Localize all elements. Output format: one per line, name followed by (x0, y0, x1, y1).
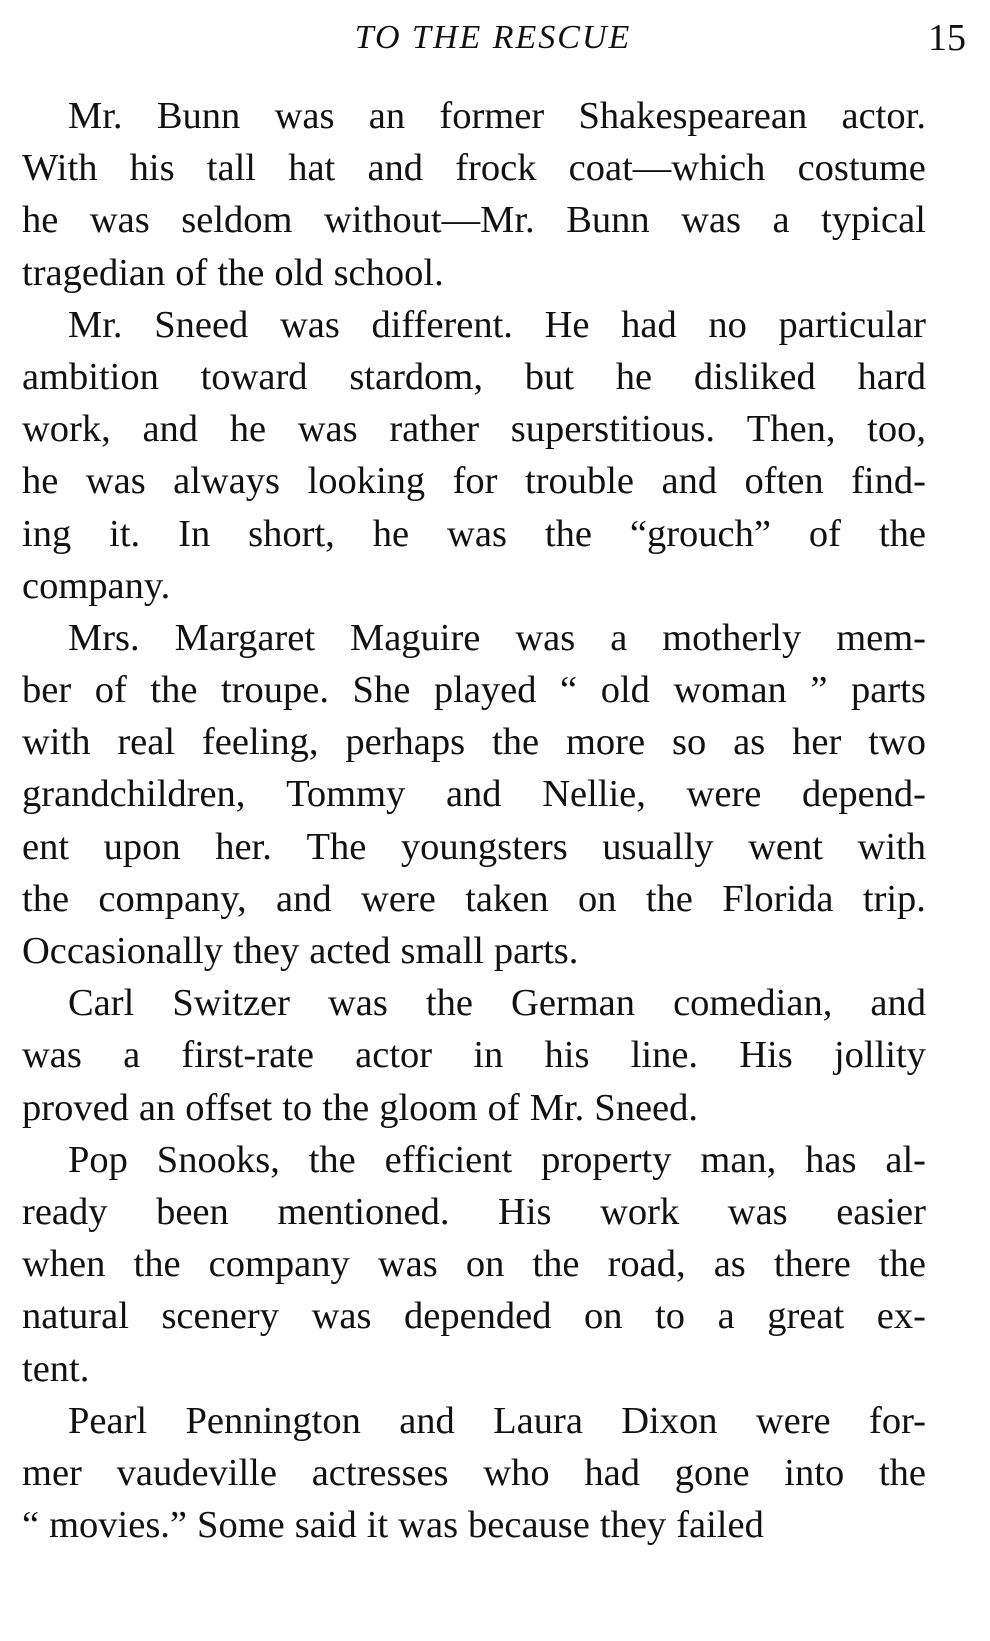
word: short, (248, 512, 335, 555)
word: an (368, 95, 406, 137)
text-line (22, 403, 926, 455)
word: company. (22, 564, 171, 607)
word: and (399, 1399, 455, 1442)
text-line (22, 664, 926, 716)
word: looking (307, 460, 426, 503)
word: Sneed. (594, 1086, 698, 1129)
text-line (22, 508, 926, 560)
word: he (22, 460, 59, 503)
word: Sneed (154, 303, 249, 346)
word: tragedian (22, 251, 166, 294)
word: the (425, 982, 473, 1025)
text-line (22, 194, 926, 246)
word: comedian, (673, 982, 833, 1025)
word: property (541, 1138, 672, 1181)
word: ber (22, 669, 72, 712)
word: on (465, 1243, 505, 1286)
text-line (22, 1186, 926, 1238)
word: was (85, 460, 146, 503)
word: toward (200, 355, 308, 398)
word: actor. (841, 95, 926, 137)
word: Then, (746, 408, 836, 451)
word: and (367, 147, 424, 190)
word: ” (810, 669, 828, 712)
word: In (178, 512, 211, 555)
word: former (439, 95, 545, 137)
word: line. (630, 1034, 699, 1077)
text-line (22, 1134, 926, 1186)
word: of (487, 1086, 520, 1129)
word: a (717, 1295, 735, 1338)
word: Nellie, (542, 773, 646, 816)
text-line (22, 1395, 926, 1447)
word: his (544, 1034, 590, 1077)
word: gone (674, 1451, 750, 1494)
word: grandchildren, (22, 773, 246, 816)
text-line (22, 977, 926, 1029)
word: was (515, 616, 576, 659)
word: he (615, 355, 653, 398)
word: into (784, 1451, 845, 1494)
word: he (22, 199, 59, 242)
word: with (857, 825, 926, 868)
word: great (767, 1295, 845, 1338)
word: often (744, 460, 824, 503)
word: was (447, 512, 507, 555)
word: frock (455, 147, 537, 190)
text-line (22, 768, 926, 820)
word: “ (22, 1504, 40, 1547)
word: of (808, 512, 841, 555)
word: Florida (722, 877, 834, 920)
word: typical (821, 199, 926, 242)
word: a (123, 1034, 141, 1077)
word: with (22, 721, 91, 764)
text-line (22, 612, 926, 664)
word: the (532, 1243, 580, 1286)
word: Pennington (185, 1399, 361, 1442)
word: trip. (862, 877, 926, 920)
word: and (445, 773, 502, 816)
word: Pop (68, 1138, 128, 1181)
word: tent. (22, 1347, 90, 1390)
word: when (22, 1243, 106, 1286)
word: stardom, (349, 355, 483, 398)
word: depended (403, 1295, 552, 1338)
word: small (400, 930, 484, 972)
word: Dixon (621, 1399, 718, 1442)
word: the (878, 512, 926, 555)
word: With (22, 147, 98, 190)
word: to (655, 1295, 686, 1338)
word: jollity (833, 1034, 926, 1077)
word: man, (700, 1138, 777, 1181)
word: Bunn (566, 199, 650, 242)
word: company, (98, 877, 247, 920)
text-line (22, 1029, 926, 1081)
word: no (708, 303, 747, 346)
word: movies.” (49, 1504, 188, 1547)
word: She (352, 669, 411, 712)
word: it. (109, 512, 141, 555)
text-line (22, 299, 926, 351)
word: Snooks, (156, 1138, 280, 1181)
word: on (577, 877, 617, 920)
word: her. (215, 825, 272, 868)
text-line (22, 716, 926, 768)
word: but (524, 355, 574, 398)
text-line (22, 142, 926, 194)
word: was (328, 982, 388, 1025)
word: mer (22, 1451, 82, 1494)
word: road, (607, 1243, 686, 1286)
word: a (610, 616, 628, 659)
word: work (600, 1190, 680, 1233)
word: was (274, 95, 335, 137)
word: proved (22, 1086, 129, 1129)
word: different. (371, 303, 513, 346)
text-line (22, 90, 926, 142)
text-line (22, 455, 926, 507)
word: hard (857, 355, 926, 398)
word: failed (676, 1504, 764, 1547)
word: usually (602, 825, 714, 868)
word: Occasionally (22, 930, 223, 972)
word: as (713, 1243, 746, 1286)
word: Carl (68, 982, 135, 1025)
word: school. (333, 251, 444, 294)
word: The (306, 825, 367, 868)
word: His (498, 1190, 552, 1233)
word: gloom (379, 1086, 478, 1129)
word: mem- (836, 616, 926, 659)
word: real (117, 721, 176, 764)
word: were (686, 773, 762, 816)
word: the (878, 1243, 926, 1286)
word: has (805, 1138, 857, 1181)
word: Mr. (529, 1086, 585, 1129)
text-line (22, 560, 926, 612)
text-line (22, 1499, 926, 1551)
text-line (22, 821, 926, 873)
text-line (22, 1290, 926, 1342)
word: disliked (693, 355, 816, 398)
paragraph (22, 90, 926, 299)
word: his (129, 147, 175, 190)
word: rather (389, 408, 480, 451)
word: ent (22, 825, 70, 868)
word: two (868, 721, 926, 764)
word: upon (103, 825, 181, 868)
word: was (398, 1504, 459, 1547)
word: it (366, 1504, 389, 1547)
word: was (22, 1034, 82, 1077)
paragraph (22, 612, 926, 977)
word: parts (851, 669, 926, 712)
word: was (377, 1243, 438, 1286)
word: motherly (662, 616, 802, 659)
word: al- (885, 1138, 926, 1181)
word: he (372, 512, 410, 555)
word: Shakespearean (578, 95, 808, 137)
word: were (361, 877, 436, 920)
word: was (681, 199, 742, 242)
word: Switzer (172, 982, 290, 1025)
word: Maguire (349, 616, 481, 659)
word: old (600, 669, 650, 712)
word: and (276, 877, 332, 920)
word: ready (22, 1190, 108, 1233)
word: was (311, 1295, 372, 1338)
word: said (294, 1504, 357, 1547)
word: His (739, 1034, 793, 1077)
word: had (584, 1451, 640, 1494)
word: was (297, 408, 358, 451)
word: her (792, 721, 842, 764)
text-line (22, 1343, 926, 1395)
word: acted (309, 930, 391, 972)
word: Laura (493, 1399, 583, 1442)
word: seldom (181, 199, 293, 242)
word: actresses (311, 1451, 449, 1494)
word: woman (673, 669, 787, 712)
word: so (672, 721, 707, 764)
word: as (733, 721, 766, 764)
word: was (727, 1190, 788, 1233)
running-head (20, 10, 966, 66)
word: work, (22, 408, 111, 451)
paragraph (22, 299, 926, 612)
word: the (217, 251, 265, 294)
word: tall (206, 147, 256, 190)
word: went (748, 825, 823, 868)
word: for- (869, 1399, 926, 1442)
word: mentioned. (277, 1190, 450, 1233)
text-line (22, 1447, 926, 1499)
word: company (208, 1243, 350, 1286)
word: because (468, 1504, 590, 1547)
word: for (452, 460, 498, 503)
word: ambition (22, 355, 159, 398)
word: Mr. (68, 95, 123, 137)
word: the (878, 1451, 926, 1494)
word: been (156, 1190, 229, 1233)
paragraph (22, 1395, 926, 1552)
word: without—Mr. (323, 199, 535, 242)
word: too, (867, 408, 926, 451)
paragraph (22, 1134, 926, 1395)
word: scenery (161, 1295, 280, 1338)
text-line (22, 351, 926, 403)
word: ex- (876, 1295, 926, 1338)
word: coat—which (568, 147, 766, 190)
word: and (870, 982, 926, 1025)
word: Some (197, 1504, 285, 1547)
word: old (274, 251, 324, 294)
text-line (22, 1082, 926, 1134)
word: actor (355, 1034, 433, 1077)
word: who (483, 1451, 550, 1494)
word: were (755, 1399, 831, 1442)
word: Margaret (174, 616, 316, 659)
word: parts. (493, 930, 579, 972)
text-line (22, 247, 926, 299)
word: German (511, 982, 636, 1025)
word: they (232, 930, 300, 972)
word: of (175, 251, 208, 294)
word: costume (797, 147, 926, 190)
word: “grouch” (629, 512, 771, 555)
word: to (282, 1086, 313, 1129)
word: played (433, 669, 537, 712)
word: in (473, 1034, 504, 1077)
word: was (89, 199, 150, 242)
word: the (645, 877, 693, 920)
word: depend- (801, 773, 926, 816)
word: natural (22, 1295, 129, 1338)
word: Bunn (156, 95, 241, 137)
word: superstitious. (510, 408, 716, 451)
word: Mr. (68, 303, 123, 346)
word: always (173, 460, 281, 503)
word: the (544, 512, 592, 555)
word: more (565, 721, 646, 764)
word: a (772, 199, 790, 242)
word: efficient (384, 1138, 513, 1181)
word: the (322, 1086, 370, 1129)
word: there (773, 1243, 851, 1286)
word: hat (288, 147, 336, 190)
word: the (308, 1138, 356, 1181)
running-title: TO THE RESCUE (354, 19, 632, 56)
word: “ (560, 669, 578, 712)
word: an (138, 1086, 176, 1129)
word: the (133, 1243, 181, 1286)
body-text (22, 90, 926, 1551)
word: Tommy (286, 773, 406, 816)
word: the (492, 721, 540, 764)
word: offset (185, 1086, 273, 1129)
word: Mrs. (68, 616, 140, 659)
word: taken (465, 877, 549, 920)
text-line (22, 873, 926, 925)
word: particular (778, 303, 926, 346)
word: youngsters (400, 825, 568, 868)
word: first-rate (181, 1034, 314, 1077)
word: easier (836, 1190, 926, 1233)
word: He (544, 303, 590, 346)
text-line (22, 1238, 926, 1290)
page-number: 15 (928, 17, 966, 59)
paragraph (22, 977, 926, 1134)
word: find- (851, 460, 926, 503)
word: Pearl (68, 1399, 148, 1442)
word: and (661, 460, 718, 503)
text-line (22, 925, 926, 977)
word: perhaps (345, 721, 466, 764)
word: of (94, 669, 127, 712)
word: trouble (524, 460, 635, 503)
word: had (621, 303, 677, 346)
word: on (584, 1295, 623, 1338)
word: they (599, 1504, 667, 1547)
word: vaudeville (116, 1451, 277, 1494)
word: the (150, 669, 198, 712)
word: the (22, 877, 70, 920)
word: ing (22, 512, 72, 555)
word: and (142, 408, 199, 451)
word: he (229, 408, 267, 451)
word: was (279, 303, 340, 346)
word: troupe. (220, 669, 329, 712)
word: feeling, (201, 721, 319, 764)
